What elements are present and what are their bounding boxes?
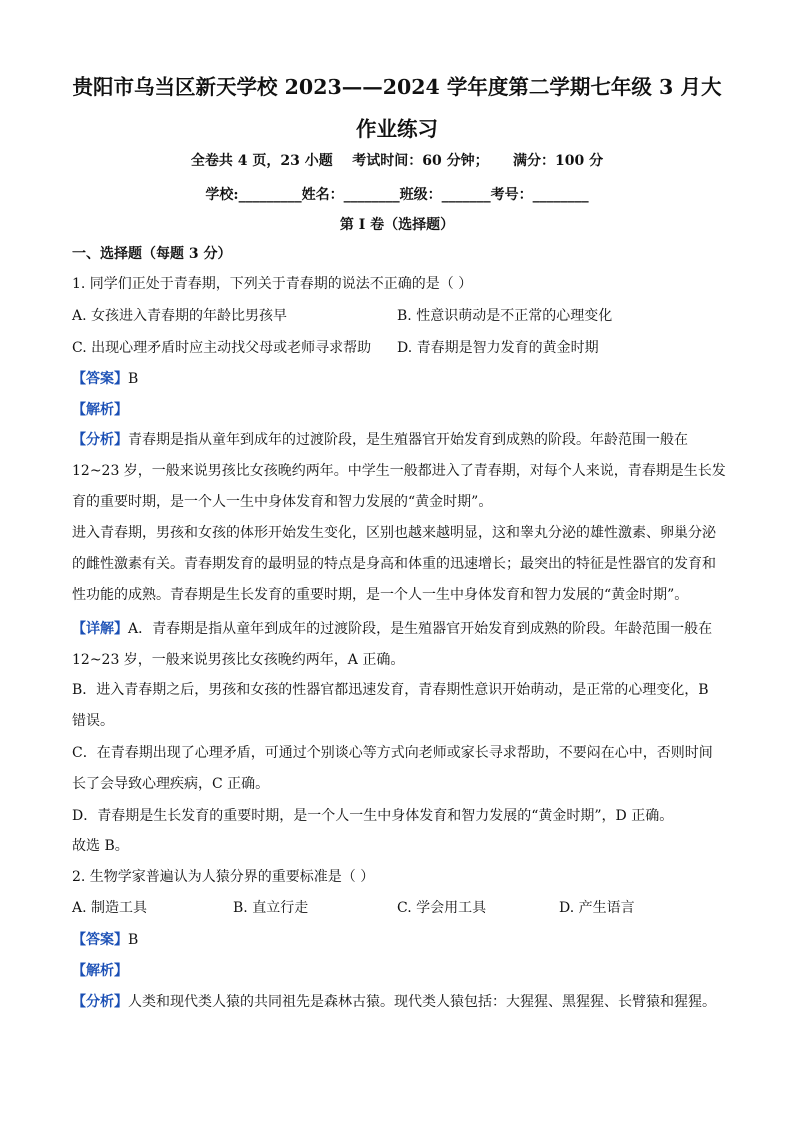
question-1-detail-line: B．进入青春期之后，男孩和女孩的性器官都迅速发育，青春期性意识开始萌动，是正常的心理变化，B: [72, 682, 709, 698]
question-1-option-b: B. 性意识萌动是不正常的心理变化: [397, 308, 613, 324]
question-1-stem: 1. 同学们正处于青春期，下列关于青春期的说法不正确的是（ ）: [72, 276, 473, 292]
question-1-analysis-line: 育的重要时期，是一个人一生中身体发育和智力发展的“黄金时期”。: [72, 494, 493, 510]
question-2-answer: [72, 930, 138, 950]
question-1-analysis-tag: 【解析】: [72, 402, 128, 418]
question-1-detail-line: 错误。: [72, 713, 114, 729]
student-fields: 学校:_________姓名：________班级：_______考号：________: [205, 187, 589, 203]
page-title-line2: 作业练习: [356, 117, 438, 141]
question-1-detail-line: C．在青春期出现了心理矛盾，可通过个别谈心等方式向老师或家长寻求帮助，不要闷在心中，否则时间: [72, 745, 713, 761]
volume-title: 第 I 卷（选择题）: [339, 217, 455, 233]
answer-value: B: [128, 371, 139, 387]
answer-tag: 【答案】: [72, 371, 128, 387]
question-1-detail-line: 长了会导致心理疾病，C 正确。: [72, 776, 270, 792]
question-2-option-c: C. 学会用工具: [397, 900, 487, 916]
question-1-option-a: A. 女孩进入青春期的年龄比男孩早: [72, 308, 288, 324]
question-1-analysis-line: 进入青春期，男孩和女孩的体形开始发生变化，区别也越来越明显，这和睾丸分泌的雄性激素、卵巢分泌: [72, 525, 716, 541]
question-1-detail-line: D．青春期是生长发育的重要时期，是一个人一生中身体发育和智力发展的“黄金时期”，D 正确。: [72, 808, 674, 824]
page-title-line1: 贵阳市乌当区新天学校 2023——2024 学年度第二学期七年级 3 月大: [72, 75, 722, 99]
analysis-label: 【分析】: [72, 432, 128, 448]
question-1-detail-line: 12~23 岁，一般来说男孩比女孩晚约两年，A 正确。: [72, 652, 405, 668]
question-1-analysis-line: 的雌性激素有关。青春期发育的最明显的特点是身高和体重的迅速增长；最突出的特征是性器官的发育和: [72, 556, 716, 572]
question-1-answer: [72, 369, 138, 389]
question-2-option-a: A. 制造工具: [72, 900, 148, 916]
question-2-stem: 2. 生物学家普遍认为人猿分界的重要标准是（ ）: [72, 869, 375, 885]
question-2-option-d: D. 产生语言: [559, 900, 635, 916]
section-heading: 一、选择题（每题 3 分）: [72, 246, 232, 262]
question-1-analysis-line: 性功能的成熟。青春期是生长发育的重要时期，是一个人一生中身体发育和智力发展的“黄金时期”。: [72, 587, 689, 603]
question-1-detail-line: 故选 B。: [72, 838, 129, 854]
question-2-analysis-line: 【分析】人类和现代类人猿的共同祖先是森林古猿。现代类人猿包括：大猩猩、黑猩猩、长臂猿和猩猩。: [72, 994, 716, 1010]
question-1-detail-line: 【详解】A．青春期是指从童年到成年的过渡阶段，是生殖器官开始发育到成熟的阶段。年龄范围一般在: [72, 621, 713, 637]
question-1-option-c: C. 出现心理矛盾时应主动找父母或老师寻求帮助: [72, 340, 372, 356]
answer-value: B: [128, 932, 139, 948]
question-2-option-b: B. 直立行走: [233, 900, 309, 916]
analysis-label: 【分析】: [72, 994, 128, 1010]
question-1-option-d: D. 青春期是智力发育的黄金时期: [397, 340, 599, 356]
question-2-analysis-tag: 【解析】: [72, 963, 128, 979]
answer-tag: 【答案】: [72, 932, 128, 948]
question-1-analysis-line: 【分析】青春期是指从童年到成年的过渡阶段，是生殖器官开始发育到成熟的阶段。年龄范围一般在: [72, 432, 688, 448]
question-1-analysis-line: 12~23 岁，一般来说男孩比女孩晚约两年。中学生一般都进入了青春期，对每个人来说，青春期是生长发: [72, 463, 726, 479]
exam-info: 全卷共 4 页，23 小题 考试时间：60 分钟； 满分：100 分: [190, 153, 604, 169]
detail-label: 【详解】: [72, 621, 128, 637]
